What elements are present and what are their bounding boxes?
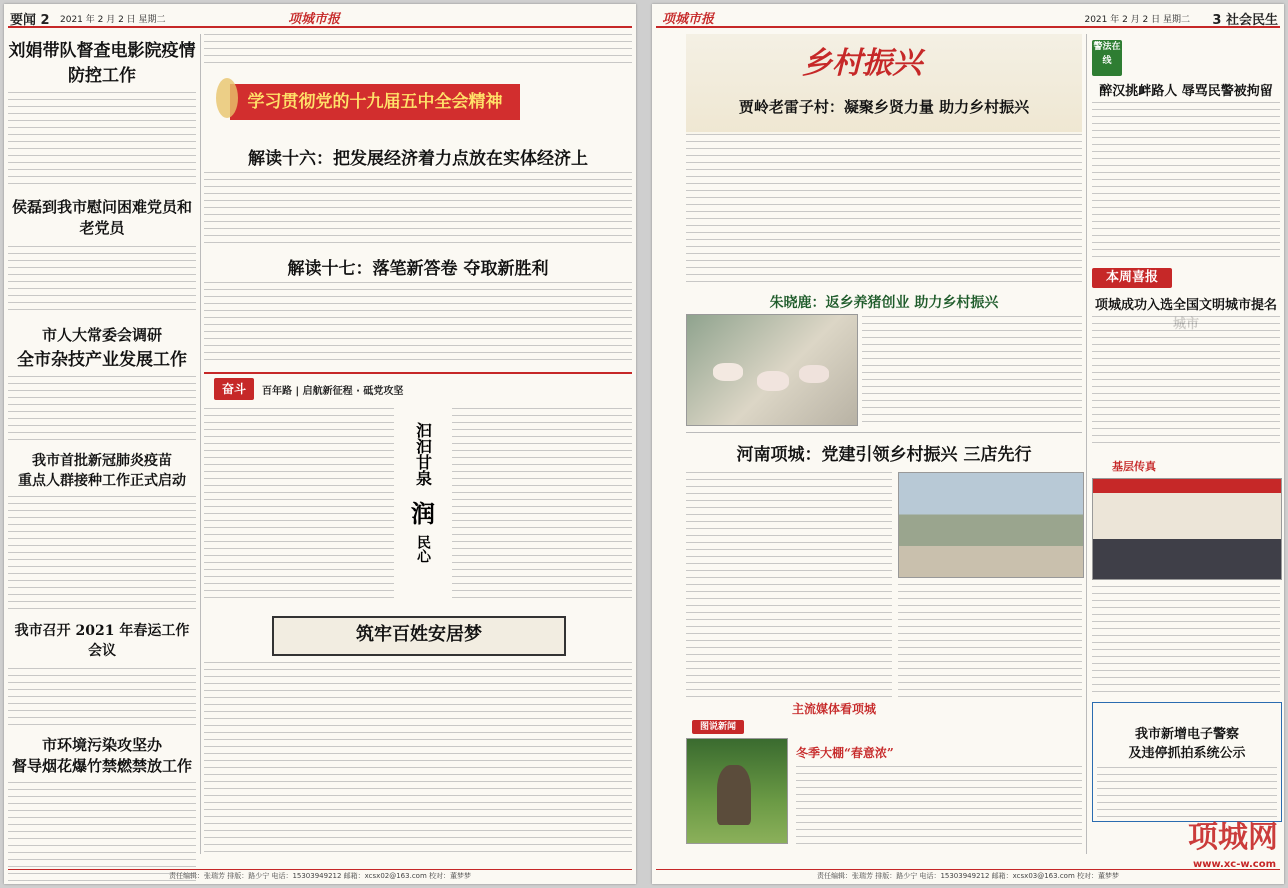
article-body: [8, 244, 196, 316]
headline[interactable]: 我市首批新冠肺炎疫苗: [32, 453, 172, 469]
wenming-title[interactable]: 项城成功入选全国文明城市提名: [1094, 298, 1277, 313]
dianzi-title[interactable]: 我市新增电子警察: [1134, 727, 1239, 742]
anju-body: [204, 660, 632, 856]
fendou-body-left: [204, 406, 394, 604]
dianzi-body: [1097, 765, 1277, 817]
headline-sub[interactable]: 督导烟花爆竹禁燃禁放工作: [11, 757, 192, 775]
article-body: [8, 374, 196, 444]
jialing-title[interactable]: 贾岭老雷子村：凝聚乡贤力量 助力乡村振兴: [738, 98, 1030, 116]
anju-title[interactable]: 筑牢百姓安居梦: [272, 616, 566, 656]
jiedu-17-body: [204, 280, 632, 366]
headline-sub[interactable]: 全市杂技产业发展工作: [17, 350, 187, 370]
henan-title[interactable]: 河南项城：党建引领乡村振兴 三店先行: [736, 445, 1032, 465]
jiedu-17-title[interactable]: 解读十七：落笔新答卷 夺取新胜利: [287, 259, 549, 279]
jiedu-16-body: [204, 170, 632, 246]
dianzi-box: [1092, 702, 1282, 822]
site-watermark: 项城网: [1188, 820, 1278, 855]
section-rule: [686, 432, 1082, 433]
jialing-body: [686, 132, 1082, 284]
jingfa-tag: 警法在线: [1092, 40, 1122, 76]
jiceng-label: 基层传真: [1112, 460, 1156, 473]
page-3[interactable]: [652, 4, 1284, 884]
tushuo-tag: 图说新闻: [692, 720, 744, 734]
poem-line: 民心: [415, 535, 431, 563]
zuihan-title[interactable]: 醉汉挑衅路人 辱骂民警被拘留: [1099, 84, 1273, 99]
issue-date: 2021 年 2 月 2 日 星期二: [1084, 15, 1190, 25]
zuihan-body: [1092, 100, 1280, 260]
article-body: [8, 494, 196, 614]
page-2[interactable]: [4, 4, 636, 884]
column-divider: [200, 34, 201, 854]
poem-title: [399, 414, 447, 569]
masthead-logo: 项城市报: [288, 12, 341, 27]
party-emblem-icon: [216, 78, 238, 118]
pig-shape: [713, 363, 743, 381]
henan-body-left: [686, 470, 892, 698]
page-3-header: [656, 8, 1280, 28]
page-2-header: [8, 8, 632, 28]
top-text-block: [204, 32, 632, 66]
pigs-photo: [686, 314, 858, 426]
greenhouse-photo: [686, 738, 788, 844]
pig-shape: [799, 365, 829, 383]
winter-body: [796, 764, 1082, 846]
henan-body-right: [898, 582, 1082, 698]
meeting-photo: [1092, 478, 1282, 580]
jiceng-body: [1092, 584, 1280, 696]
media-label: 主流媒体看项城: [792, 702, 877, 716]
zhusheng-body: [862, 314, 1082, 424]
section-rule: [204, 372, 632, 374]
winter-title[interactable]: 冬季大棚“春意浓”: [796, 746, 894, 760]
page-3-footer: 责任编辑：张瑞芳 排版：路少宁 电话：15303949212 邮箱：xcsx03@163.com 校对：董梦梦: [656, 869, 1280, 882]
headline[interactable]: 我市召开 2021 年春运工作会议: [14, 623, 190, 659]
issue-date: 2021 年 2 月 2 日 星期二: [60, 15, 166, 25]
special-banner[interactable]: 学习贯彻党的十九届五中全会精神: [230, 84, 520, 120]
section-label: 要闻 2: [10, 13, 50, 28]
fendou-body-right: [452, 406, 632, 604]
dianzi-subtitle[interactable]: 及违停抓拍系统公示: [1128, 746, 1246, 761]
headline-sub[interactable]: 重点人群接种工作正式启动: [18, 473, 186, 489]
headline[interactable]: 市人大常委会调研: [41, 326, 162, 344]
jiedu-16-title[interactable]: 解读十六：把发展经济着力点放在实体经济上: [248, 149, 588, 169]
headline[interactable]: 刘娟带队督查电影院疫情防控工作: [8, 41, 196, 86]
wenming-body: [1092, 314, 1280, 448]
xiangcun-title: 乡村振兴: [802, 46, 922, 81]
benzhou-tag: 本周喜报: [1092, 268, 1172, 288]
left-news-column: [8, 32, 196, 852]
site-watermark-url: www.xc-w.com: [1192, 859, 1276, 870]
headline[interactable]: 市环境污染攻坚办: [41, 736, 162, 754]
village-photo: [898, 472, 1084, 578]
farmer-figure: [717, 765, 751, 825]
headline[interactable]: 侯磊到我市慰问困难党员和老党员: [11, 198, 192, 237]
poem-line: 汩汩甘泉: [413, 422, 433, 486]
article-body: [8, 90, 196, 190]
section-label: 3 社会民生: [1212, 13, 1278, 28]
fendou-subtitle: 百年路 | 启航新征程 · 砥党攻坚: [262, 386, 404, 397]
fendou-tag: 奋斗: [214, 378, 254, 400]
pig-shape: [757, 371, 789, 391]
poem-char: 润: [411, 499, 435, 528]
article-body: [8, 666, 196, 726]
masthead-logo: 项城市报: [662, 12, 715, 27]
column-divider: [1086, 34, 1087, 854]
zhusheng-title[interactable]: 朱晓鹿：返乡养猪创业 助力乡村振兴: [769, 295, 999, 311]
page-2-footer: 责任编辑：张瑞芳 排版：路少宁 电话：15303949212 邮箱：xcsx02@163.com 校对：董梦梦: [8, 869, 632, 882]
